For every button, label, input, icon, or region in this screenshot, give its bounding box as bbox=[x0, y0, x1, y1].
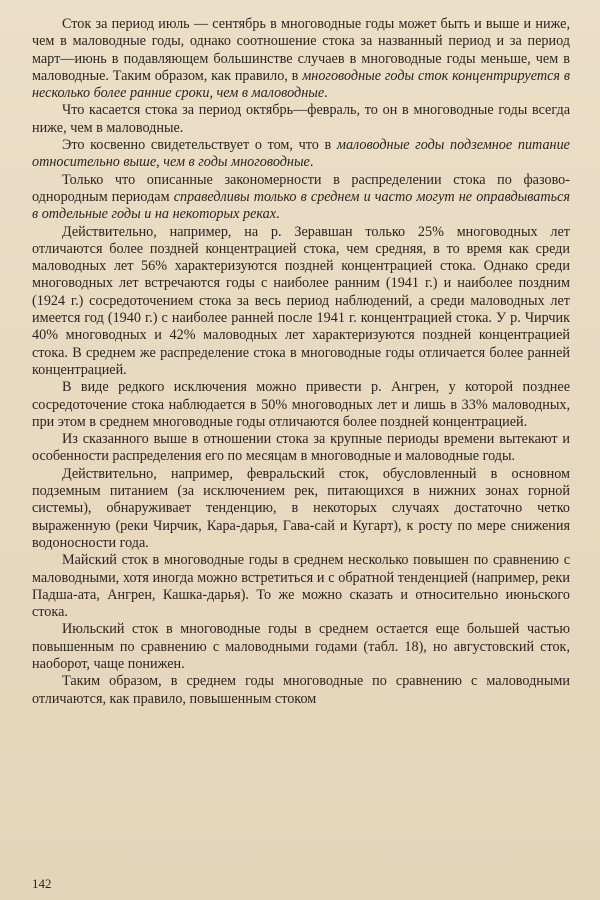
paragraph-9 bbox=[32, 552, 570, 621]
paragraph-7 bbox=[32, 431, 570, 466]
paragraph-3-text: Это косвенно свидетельствует о том, что в bbox=[62, 137, 337, 154]
paragraph-5 bbox=[32, 224, 570, 380]
paragraph-1-italic: многоводные годы сток концентрируется в несколько более ранние сроки, чем в маловодные bbox=[32, 67, 570, 102]
paragraph-4-text: Только что описанные закономерности в распределении стока по фазово-однородным периодам bbox=[32, 171, 570, 205]
paragraph-3-italic: маловодные годы подземное питание относительно выше, чем в годы многоводные bbox=[32, 137, 570, 171]
paragraph-2-text: Что касается стока за период октябрь—февраль, то он в многоводные годы всегда ниже, чем в маловодные. bbox=[32, 102, 570, 136]
paragraph-7-text: Из сказанного выше в отношении стока за крупные периоды времени вытекают и особенности распределения его по месяцам в многоводные и маловодные годы. bbox=[32, 431, 570, 465]
paragraph-9-text: Майский сток в многоводные годы в среднем несколько повышен по сравнению с маловодными, хотя иногда можно встретиться и с обратной тенденцией (например, реки Падша-ата, Ангрен, Кашка-дарья). То же можно сказать и относительно июньского стока. bbox=[32, 552, 570, 621]
paragraph-5-text: Действительно, например, на р. Зеравшан только 25% многоводных лет отличаются более поздней концентрацией стока, чем средняя, в то время как среди маловодных лет 56% характеризуются поздней концентрацией стока. Однако среди многоводных лет встречаются годы с наиболее ранним (1941 г.) и наиболее поздним (1924 г.) сосредоточением стока за весь период наблюдений, а среди маловодных лет имеется год (1940 г.) с наиболее ранней после 1941 г. концентрацией стока. У р. Чирчик 40% многоводных и 42% маловодных лет характеризуются поздней концентрацией стока. В среднем же распределение стока в многоводные годы отличается более ранней концентрацией. bbox=[32, 223, 570, 378]
paragraph-1-text: Сток за период июль — сентябрь в многоводные годы может быть и выше и ниже, чем в маловодные годы, однако соотношение стока за названный период и за период март—июнь в подавляющем большинстве случаев в многоводные годы меньше, чем в маловодные. Таким образом, как правило, в bbox=[32, 16, 570, 84]
paragraph-10 bbox=[32, 621, 570, 673]
paragraph-1 bbox=[32, 16, 570, 102]
page-number: 142 bbox=[32, 876, 52, 891]
paragraph-6 bbox=[32, 379, 570, 431]
paragraph-4-italic: справедливы только в среднем и часто могут не оправдываться в отдельные годы и на некоторых реках bbox=[32, 188, 570, 223]
paragraph-1-end: . bbox=[324, 85, 328, 102]
paragraph-8-text: Действительно, например, февральский сток, обусловленный в основном подземным питанием (за исключением рек, питающихся в нижних зонах горной системы), обнаруживает тенденцию, в некоторых случаях достаточно четко выраженную (реки Чирчик, Кара-дарья, Гава-сай и Кугарт), к росту по мере снижения водоносности года. bbox=[32, 465, 570, 551]
paragraph-8 bbox=[32, 466, 570, 552]
paragraph-4-end: . bbox=[276, 206, 280, 223]
paragraph-3 bbox=[32, 137, 570, 172]
paragraph-4 bbox=[32, 172, 570, 224]
paragraph-6-text: В виде редкого исключения можно привести р. Ангрен, у которой позднее сосредоточение стока наблюдается в 50% многоводных лет и лишь в 33% маловодных, при этом в среднем многоводные годы отличаются более поздней концентрацией. bbox=[32, 379, 570, 430]
paragraph-11 bbox=[32, 673, 570, 708]
paragraph-2 bbox=[32, 102, 570, 137]
paragraph-3-end: . bbox=[309, 154, 314, 171]
paragraph-11-text: Таким образом, в среднем годы многоводные по сравнению с маловодными отличаются, как правило, повышенным стоком bbox=[32, 673, 570, 707]
paragraph-10-text: Июльский сток в многоводные годы в среднем остается еще большей частью повышенным по сравнению с маловодными годами (табл. 18), но августовский сток, наоборот, чаще понижен. bbox=[32, 621, 570, 672]
page-text bbox=[32, 16, 570, 708]
